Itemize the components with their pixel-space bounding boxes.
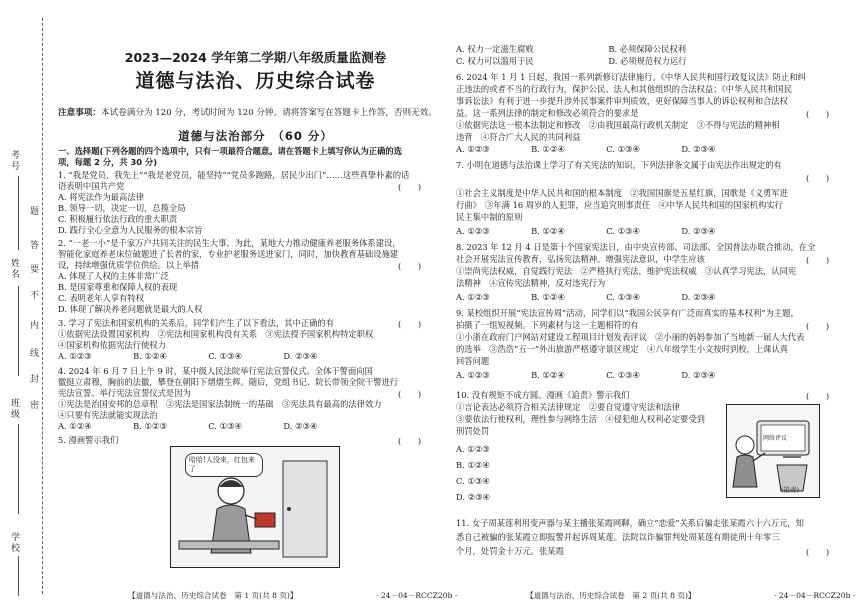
- question-line: 拍摄了一组短视频。下列素材与这一主题相符的有: [456, 320, 639, 330]
- seal-line: [42, 18, 43, 594]
- footer-page-left: 【道德与法治、历史综合试卷 第 1 页(共 8 页)】: [128, 591, 298, 600]
- choices-line: A. ①②③ B. ①②④ C. ①③④ D. ②③④: [456, 370, 716, 380]
- question-line: 5. 漫画警示我们: [58, 435, 119, 445]
- option-line: 法精神 ④宣传宪法精神，反对违宪行为: [456, 278, 606, 288]
- answer-paren: ( ): [806, 173, 830, 183]
- choices-line: A. ①②③ B. ①②④ C. ①③④ D. ②③④: [456, 226, 716, 236]
- question-line: 9. 某校组织开展“宪法宣传周”活动，同学们以“我国公民享有广泛而真实的基本权利”为主题，: [456, 308, 799, 318]
- answer-paren: ( ): [806, 255, 830, 265]
- question-line: 智能化家庭养老床位破题进了长者的家，专业护老服务送进家门，同时，加快教育基础设施建: [58, 249, 399, 259]
- option-line: C. 权力可以滥用于民 D. 必须规范权力运行: [456, 56, 687, 66]
- question-line: 益。这一系列法律的制定和修改必须符合的要求是: [456, 108, 639, 118]
- kaohao-label: 考号: [9, 150, 19, 172]
- option-line: D. 践行全心全意为人民服务的根本宗旨: [58, 225, 203, 235]
- speech-bubble: 哈哈!人没来，红包来了: [185, 453, 263, 477]
- option-line: A. 将宪法作为最高法律: [58, 192, 144, 202]
- option-line: ①社会主义制度是中华人民共和国的根本制度 ②我国国旗是五星红旗，国歌是《义勇军进: [456, 188, 788, 198]
- seal-char: 封: [30, 375, 40, 385]
- answer-paren: ( ): [398, 389, 422, 399]
- question-line: 宪法宣誓。举行宪法宣誓仪式是因为: [58, 388, 191, 398]
- answer-paren: ( ): [806, 321, 830, 331]
- option-line: 违背 ④符合广大人民的共同利益: [456, 132, 581, 142]
- option-line: ①小浙在政府门户网站对建设工程项目计划发表评议 ②小丽的妈妈参加了当地新一届人大代表: [456, 332, 805, 342]
- option-line: 行曲》 ③年满 16 周岁的人犯罪，应当追究刑事责任 ④中华人民共和国的国家机构实行: [456, 200, 783, 210]
- left-column: [58, 0, 458, 612]
- seal-char: 密: [30, 401, 40, 411]
- option-line: ④国家机构依据宪法行使权力: [58, 340, 166, 350]
- right-column: [456, 0, 856, 612]
- question-line: 10. 没有规矩不成方圆。漫画《追责》警示我们: [456, 390, 630, 400]
- footer-code-left: · 24－04－RCCZ20b ·: [376, 591, 458, 600]
- cartoon2-drawing: [727, 405, 819, 497]
- option-line: ①崇尚宪法权威，自觉践行宪法 ②严格执行宪法，维护宪法权威 ③认真学习宪法，认同宪: [456, 266, 797, 276]
- question-line: 8. 2023 年 12 月 4 日是第十个国家宪法日，由中央宣传部、司法部、全国普法办联合推动，在全: [456, 242, 816, 252]
- footer-code-right: · 24－04－RCCZ20b ·: [774, 591, 856, 600]
- option-line: 民主集中制的原则: [456, 212, 523, 222]
- choice-line: B. ①②④: [456, 460, 490, 470]
- choice-line: D. ②③④: [456, 492, 490, 502]
- name-label: 姓名: [9, 258, 19, 280]
- option-line: C. 表明老年人享有特权: [58, 293, 144, 303]
- choices-line: A. ①②④ B. ①②③ C. ①③④ D. ②③④: [58, 421, 318, 431]
- footer-page-right: 【道德与法治、历史综合试卷 第 2 页(共 8 页)】: [526, 591, 696, 600]
- answer-paren: ( ): [398, 261, 422, 271]
- choices-line: A. ①②③ B. ①②④ C. ①③④ D. ②③④: [58, 351, 318, 361]
- question-line: 2. “一老一小”是千家万户共同关注的民生大事。为此，某地大力推动健康养老服务体系建设，: [58, 238, 401, 248]
- option-line: 刑罚处罚: [456, 426, 490, 436]
- question-line: 6. 2024 年 1 月 1 日起，我国一系列新修订法律施行。《中华人民共和国行政复议法》防止和纠: [456, 72, 806, 82]
- option-line: ①宪法是治国安邦的总章程 ②宪法是国家法制统一的基础 ③宪法具有最高的法律效力: [58, 399, 382, 409]
- notice-label: 注意事项：: [58, 108, 101, 118]
- notice-text: 本试卷满分为 120 分，考试时间为 120 分钟。请将答案写在答题卡上作答，否则无效。: [100, 108, 437, 118]
- option-line: ③要依法行使权利，理性参与网络生活 ④侵犯他人权利必定要受到: [456, 414, 705, 424]
- answer-paren: ( ): [806, 109, 830, 119]
- seal-char: 要: [30, 265, 40, 275]
- school-label: 学校: [9, 532, 19, 554]
- question-line: 语表明中国共产党: [58, 181, 125, 191]
- question-line: 设，持续增强优质学位供给。以上举措: [58, 260, 200, 270]
- choices-line: A. ①②③ B. ①②④ C. ①③④ D. ②③④: [456, 144, 716, 154]
- answer-paren: ( ): [398, 319, 422, 329]
- cartoon-caption: (追责): [781, 486, 800, 494]
- option-line: C. 积极履行依法行政的重大职责: [58, 214, 178, 224]
- answer-paren: ( ): [398, 436, 422, 446]
- question-line: 4. 2024 年 6 月 7 日上午 9 时，某中级人民法院举行宪法宣誓仪式。全体干警面向国: [58, 366, 373, 376]
- option-line: ①言论表达必须符合相关法律规定 ②要自觉遵守宪法和法律: [456, 402, 681, 412]
- question-line: 7. 小明在道德与法治课上学习了有关宪法的知识，下列法律条文属于由宪法作出规定的有: [456, 160, 782, 170]
- option-line: D. 体现了解决养老问题就是最大的人权: [58, 304, 203, 314]
- option-line: A. 体现了人权的主体非常广泛: [58, 271, 169, 281]
- question-line: 11. 女子周某莲利用变声器与某主播张某霞网聊，确立“恋爱”关系后骗走张某霞六十六万元，知: [456, 518, 804, 528]
- choices-line: A. ①②③ B. ①②④ C. ①③④ D. ②③④: [456, 292, 716, 302]
- notice: [58, 106, 453, 118]
- class-label: 班级: [9, 398, 19, 420]
- section-intro-2: 项，每题 2 分，共 30 分): [58, 157, 158, 167]
- cartoon-red-envelope: [170, 446, 340, 568]
- question-line: 1. “我是党员，我先上”“我是老党员，能坚持”“党员多跑路，居民少出门”……这些真挚朴素的话: [58, 170, 410, 180]
- answer-paren: ( ): [806, 547, 830, 557]
- seal-char: 答: [30, 241, 40, 251]
- choice-line: A. ①②③: [456, 444, 490, 454]
- option-line: ④只要有宪法就能实现法治: [58, 410, 158, 420]
- question-line: 社会开展宪法宣传教育，弘扬宪法精神。增强宪法意识，中学生应该: [456, 254, 705, 264]
- choice-line: C. ①③④: [456, 476, 490, 486]
- question-line: 正违法的或者不当的行政行为，保护公民、法人和其他组织的合法权益；《中华人民共和国民: [456, 84, 793, 94]
- question-line: 事诉讼法》有利于进一步提升涉外民事案件审判质效，更好保障当事人的诉讼权利和合法权: [456, 96, 788, 106]
- question-line: 悉自己被骗的张某霞立即报警并起诉周某莲。法院以诈骗罪判处周某莲有期徒刑十年零三: [456, 532, 780, 542]
- answer-paren: ( ): [398, 182, 422, 192]
- section-intro-1: 一、选择题(下列各题的四个选项中，只有一项最符合题意。请在答题卡上填写你认为正确的选: [58, 146, 402, 156]
- option-line: B. 是国家尊重和保障人权的表现: [58, 282, 178, 292]
- option-line: ①依据宪法设置国家机构 ②宪法和国家机构没有关系 ③宪法授予国家机构特定职权: [58, 329, 374, 339]
- screen-text: 网络评议: [763, 435, 788, 442]
- seal-char: 线: [30, 349, 40, 359]
- question-line: 个月，处罚金十万元。张某霞: [456, 546, 564, 556]
- exam-title-2: 道德与法治、历史综合试卷: [135, 70, 376, 92]
- section-title: 道德与法治部分 （60 分）: [178, 129, 333, 143]
- option-line: B. 领导一切，决定一切，总揽全局: [58, 203, 186, 213]
- seal-char: 题: [30, 207, 40, 217]
- question-line: 徽挺立肃穆，胸前的法徽，攀登在朝阳下熠熠生辉。随后，党组书记、院长带领全院干警进行: [58, 377, 399, 387]
- binding-strip: [0, 0, 56, 612]
- option-line: 的选举 ③浩浩“五一”外出旅游严格遵守景区规定 ④八年级学生小文按时到校，上课认真: [456, 344, 789, 354]
- seal-char: 不: [30, 291, 40, 301]
- exam-title-1: 2023—2024 学年第二学期八年级质量监测卷: [124, 50, 387, 65]
- answer-paren: ( ): [806, 391, 830, 401]
- option-line: 回答问题: [456, 356, 490, 366]
- cartoon-accountability: [726, 404, 820, 498]
- option-line: A. 权力一定滋生腐败 B. 必须保障公民权利: [456, 44, 687, 54]
- seal-char: 内: [30, 321, 40, 331]
- question-line: 3. 学习了宪法和国家机构的关系后，同学们产生了以下看法，其中正确的有: [58, 318, 335, 328]
- option-line: ①依据宪法这一根本法制定和修改 ②由我国最高行政机关制定 ③不得与宪法的精神相: [456, 120, 780, 130]
